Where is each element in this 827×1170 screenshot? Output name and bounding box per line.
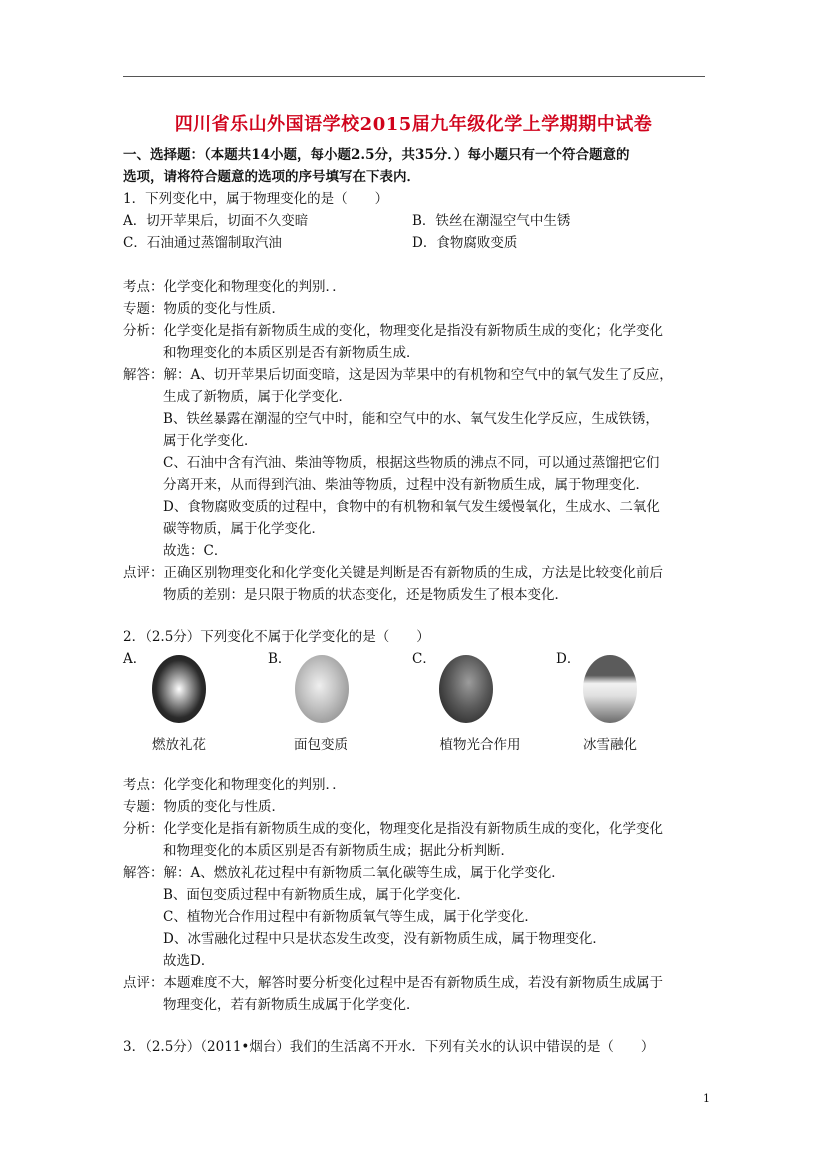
q1-fenxi-line1: 分析：化学变化是指有新物质生成的变化，物理变化是指没有新物质生成的变化；化学变化 <box>123 323 663 339</box>
q2-jieda-line: B、面包变质过程中有新物质生成，属于化学变化． <box>163 887 470 903</box>
q2-caption-d: 冰雪融化 <box>583 737 637 753</box>
q1-option-d: D．食物腐败变质 <box>412 235 518 251</box>
q1-jieda-line: 分离开来，从而得到汽油、柴油等物质，过程中没有新物质生成，属于物理变化． <box>163 477 649 493</box>
q2-option-b-letter: B． <box>268 651 292 667</box>
q2-dianping-line2: 物理变化，若有新物质生成属于化学变化． <box>163 997 420 1013</box>
q2-caption-b: 面包变质 <box>294 737 348 753</box>
q2-option-d-letter: D． <box>556 651 581 667</box>
q1-jieda-line: B、铁丝暴露在潮湿的空气中时，能和空气中的水、氧气发生化学反应，生成铁锈， <box>163 411 659 427</box>
page-title: 四川省乐山外国语学校2015届九年级化学上学期期中试卷 <box>174 114 653 135</box>
section-header-line2: 选项，请将符合题意的选项的序号填写在下表内． <box>123 169 420 185</box>
header-rule <box>123 76 705 77</box>
q2-stem: 2．（2.5分）下列变化不属于化学变化的是（ ） <box>123 629 430 645</box>
q1-jieda-line: 解答：解：A、切开苹果后切面变暗，这是因为苹果中的有机物和空气中的氧气发生了反应， <box>123 367 673 383</box>
q1-jieda-line: D、食物腐败变质的过程中，食物中的有机物和氧气发生缓慢氧化，生成水、二氧化 <box>163 499 660 515</box>
q1-jieda-line: 故选：C． <box>163 543 228 559</box>
plant-photosynthesis-image <box>439 655 493 723</box>
q2-jieda-line: 故选D． <box>163 953 215 969</box>
q2-option-a-letter: A． <box>123 651 147 667</box>
q2-jieda-line: 解答：解：A、燃放礼花过程中有新物质二氧化碳等生成，属于化学变化． <box>123 865 565 881</box>
q2-fenxi-line2: 和物理变化的本质区别是否有新物质生成；据此分析判断． <box>163 843 514 859</box>
q2-caption-a: 燃放礼花 <box>152 737 206 753</box>
q1-jieda-line: 碳等物质，属于化学变化． <box>163 521 325 537</box>
q2-zhuanti: 专题：物质的变化与性质． <box>123 799 285 815</box>
q1-dianping-line1: 点评：正确区别物理变化和化学变化关键是判断是否有新物质的生成，方法是比较变化前后 <box>123 565 663 581</box>
q2-dianping-line1: 点评：本题难度不大，解答时要分析变化过程中是否有新物质生成，若没有新物质生成属于 <box>123 975 663 991</box>
q2-kaodian: 考点：化学变化和物理变化的判别．． <box>123 777 346 793</box>
page-number: 1 <box>703 1092 710 1105</box>
q1-option-a: A．切开苹果后，切面不久变暗 <box>123 213 309 229</box>
section-header-line1: 一、选择题：（本题共14小题，每小题2.5分，共35分．）每小题只有一个符合题意的 <box>123 147 630 163</box>
q1-stem: 1．下列变化中，属于物理变化的是（ ） <box>123 191 389 207</box>
q1-jieda-line: C、石油中含有汽油、柴油等物质，根据这些物质的沸点不同，可以通过蒸馏把它们 <box>163 455 660 471</box>
q2-jieda-line: C、植物光合作用过程中有新物质氧气等生成，属于化学变化． <box>163 909 538 925</box>
q2-fenxi-line1: 分析：化学变化是指有新物质生成的变化，物理变化是指没有新物质生成的变化，化学变化 <box>123 821 663 837</box>
melting-snow-image <box>583 655 637 723</box>
q1-jieda-line: 属于化学变化． <box>163 433 258 449</box>
q2-option-c-letter: C． <box>412 651 436 667</box>
q2-jieda-line: D、冰雪融化过程中只是状态发生改变，没有新物质生成，属于物理变化． <box>163 931 606 947</box>
q1-option-c: C．石油通过蒸馏制取汽油 <box>123 235 282 251</box>
fireworks-image <box>152 655 206 723</box>
q1-dianping-line2: 物质的差别：是只限于物质的状态变化，还是物质发生了根本变化． <box>163 587 568 603</box>
q1-fenxi-line2: 和物理变化的本质区别是否有新物质生成． <box>163 345 420 361</box>
q2-caption-c: 植物光合作用 <box>439 737 521 753</box>
q1-kaodian: 考点：化学变化和物理变化的判别．． <box>123 279 346 295</box>
q1-jieda-line: 生成了新物质，属于化学变化． <box>163 389 352 405</box>
q1-option-b: B．铁丝在潮湿空气中生锈 <box>412 213 571 229</box>
q1-zhuanti: 专题：物质的变化与性质． <box>123 301 285 317</box>
q3-stem: 3．（2.5分）（2011•烟台）我们的生活离不开水．下列有关水的认识中错误的是（ ） <box>123 1039 655 1055</box>
moldy-bread-image <box>295 655 349 723</box>
